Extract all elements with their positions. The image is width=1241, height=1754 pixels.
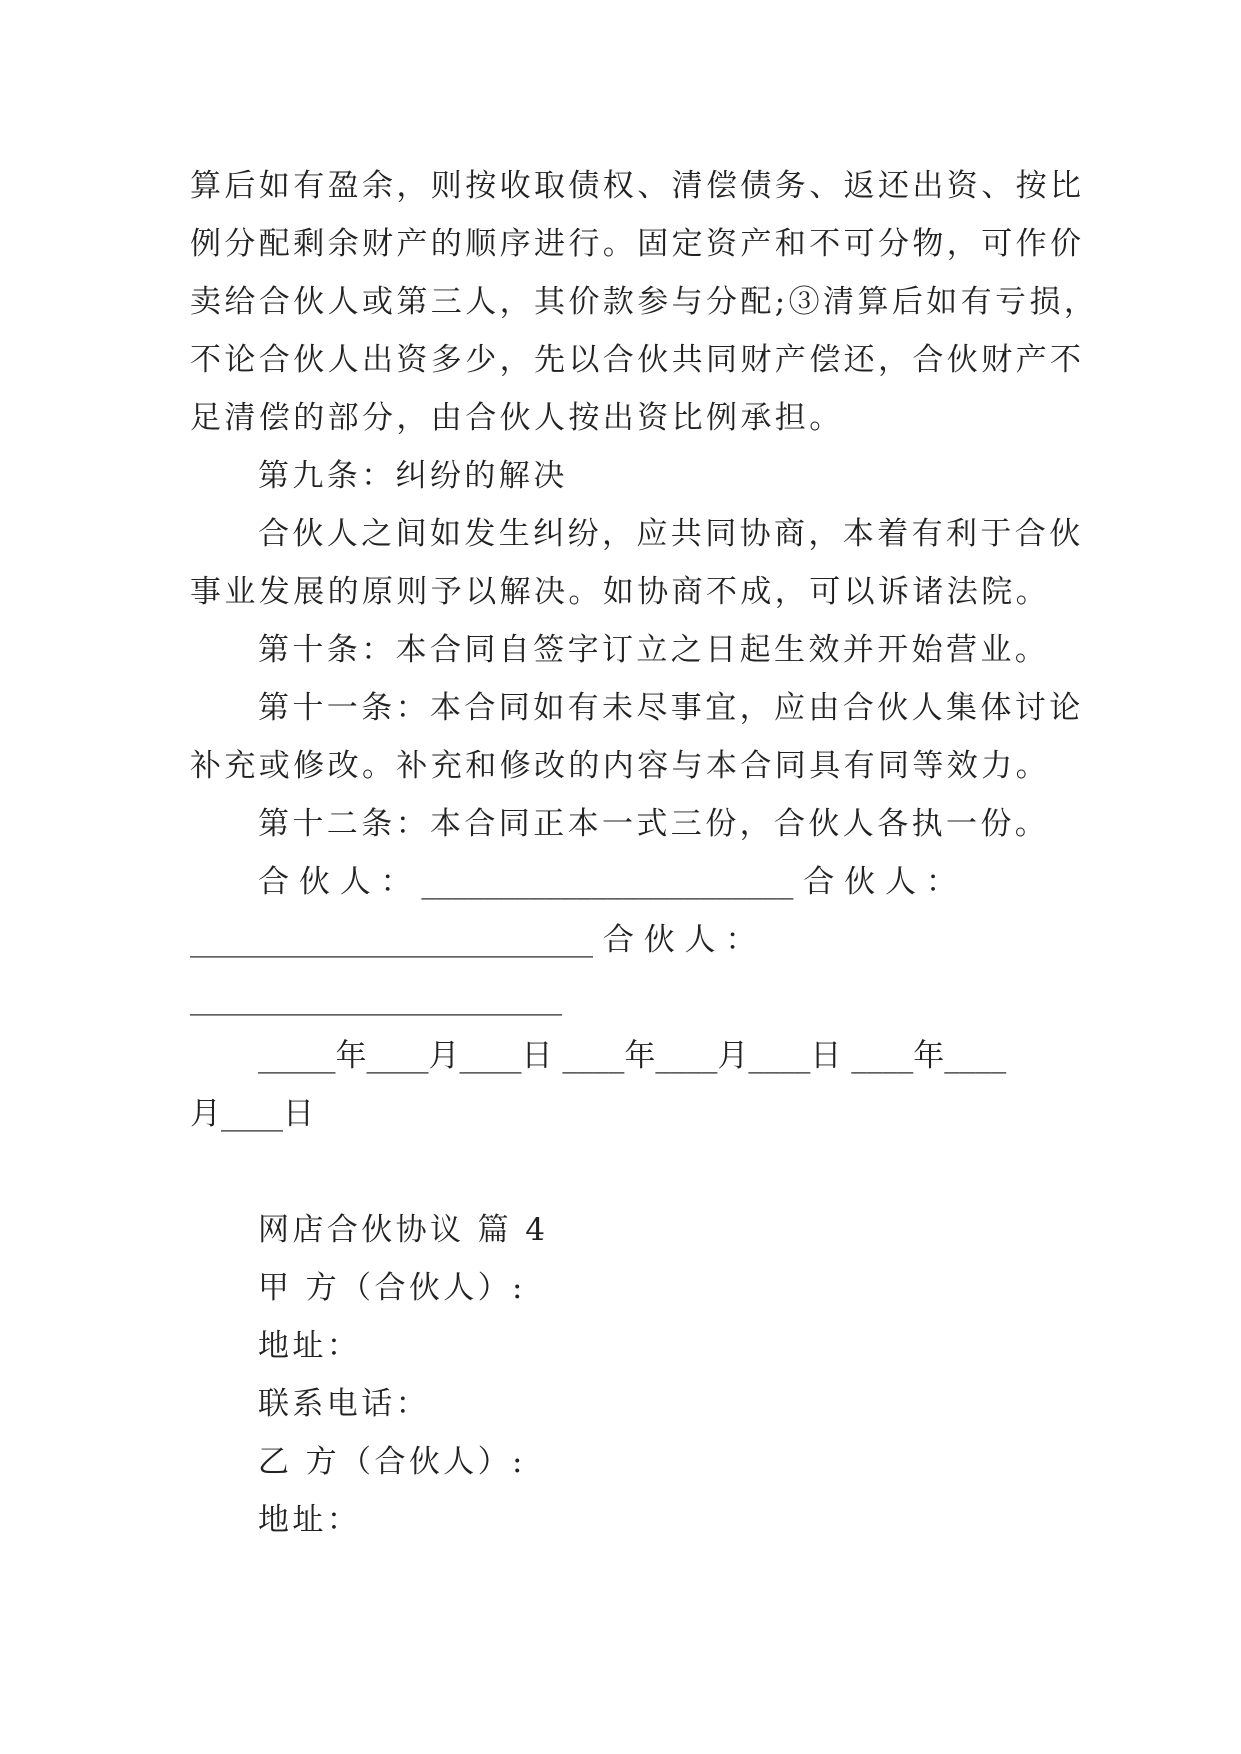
party-a-phone-label: 联系电话：	[258, 1386, 430, 1422]
section-title: 网店合伙协议 篇 4	[258, 1212, 549, 1248]
body-line: 事业发展的原则予以解决。如协商不成，可以诉诸法院。	[190, 574, 1050, 610]
party-b-address-label: 地址：	[258, 1502, 362, 1538]
body-line: 合伙人之间如发生纠纷，应共同协商，本着有利于合伙	[258, 516, 1084, 552]
article-9-heading: 第九条：纠纷的解决	[258, 458, 568, 494]
party-a-label: 甲 方（合伙人）:	[258, 1270, 526, 1306]
body-line: 不论合伙人出资多少，先以合伙共同财产偿还，合伙财产不	[190, 342, 1085, 378]
body-line: 卖给合伙人或第三人，其价款参与分配;③清算后如有亏损，	[190, 284, 1099, 320]
body-line: 足清偿的部分，由合伙人按出资比例承担。	[190, 400, 844, 436]
body-line: 例分配剩余财产的顺序进行。固定资产和不可分物，可作价	[190, 226, 1085, 262]
body-line: 补充或修改。补充和修改的内容与本合同具有同等效力。	[190, 748, 1050, 784]
article-11: 第十一条：本合同如有未尽事宜，应由合伙人集体讨论	[258, 690, 1084, 726]
signing-date-line: 月____日	[190, 1096, 314, 1132]
article-10: 第十条：本合同自签字订立之日起生效并开始营业。	[258, 632, 1050, 668]
signing-date-line: _____年____月____日 ____年____月____日 ____年____	[258, 1038, 1007, 1074]
partner-signature-line: 合 伙 人 ： ________________________ 合 伙 人 ：	[258, 864, 957, 900]
party-a-address-label: 地址：	[258, 1328, 362, 1364]
partner-signature-line: __________________________ 合 伙 人 ：	[190, 922, 757, 958]
partner-signature-line: ________________________	[190, 980, 562, 1016]
body-line: 算后如有盈余，则按收取债权、清偿债务、返还出资、按比	[190, 168, 1085, 204]
article-12: 第十二条：本合同正本一式三份，合伙人各执一份。	[258, 806, 1050, 842]
party-b-label: 乙 方（合伙人）:	[258, 1444, 526, 1480]
